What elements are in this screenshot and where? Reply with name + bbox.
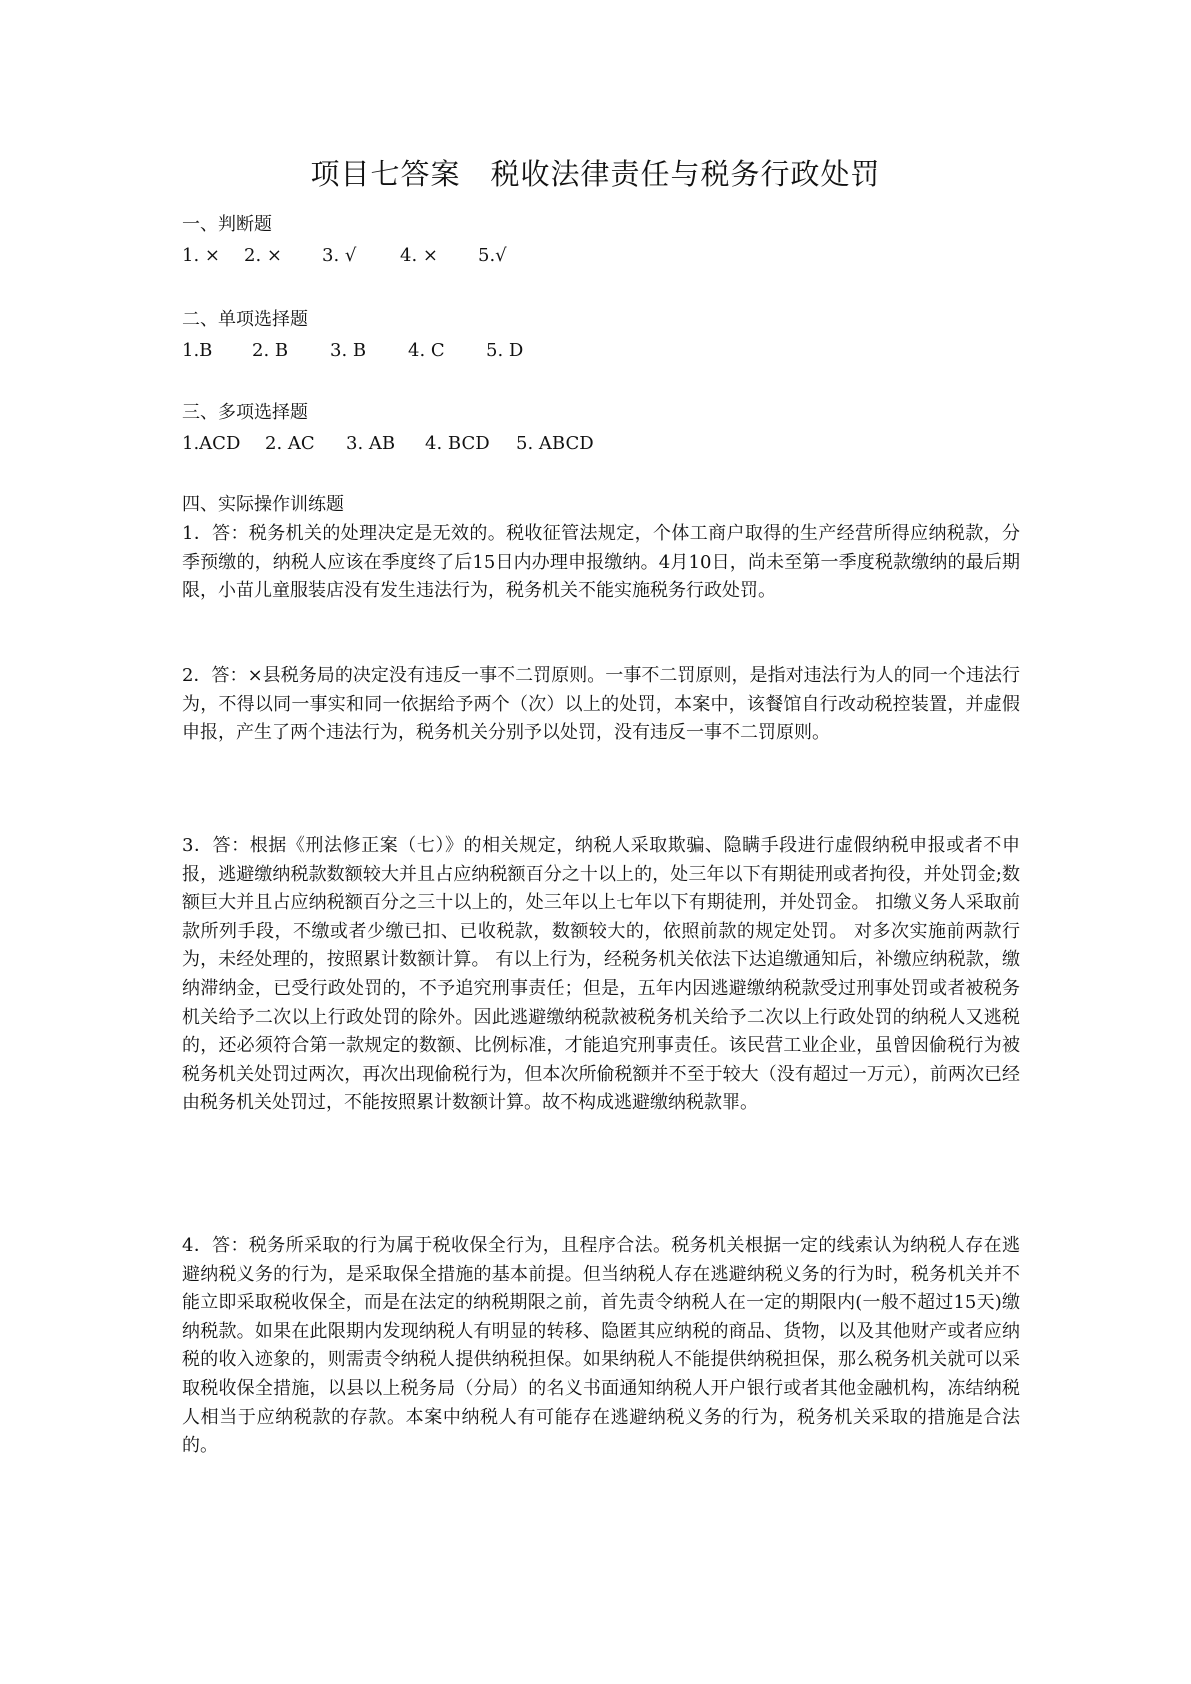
answer-paragraph-2: 2．答：×县税务局的决定没有违反一事不二罚原则。一事不二罚原则，是指对违法行为人的同一个违法行为，不得以同一事实和同一依据给予两个（次）以上的处罚，本案中，该餐馆自行改动税控装置，并虚假申报，产生了两个违法行为，税务机关分别予以处罚，没有违反一事不二罚原则。 [182,665,1020,744]
section-heading: 三、多项选择题 [182,402,308,423]
answer-item: 3. B [330,340,367,361]
answer-row [182,429,1020,459]
answer-item: 3. √ [322,245,357,266]
section-heading: 二、单项选择题 [182,309,308,330]
answer-item: 3. AB [346,433,396,454]
answer-item: 1.B [182,340,213,361]
section-practical [182,491,1020,606]
answer-row [182,241,1020,271]
section-practical-2 [182,662,1020,748]
section-multiple-choice [182,399,1020,459]
answer-item: 5.√ [478,245,507,266]
answer-item: 2. B [252,340,289,361]
section-single-choice [182,306,1020,366]
answer-item: 1.ACD [182,433,241,454]
section-practical-4 [182,1232,1020,1461]
answer-item: 5. D [486,340,524,361]
answer-row [182,336,1020,366]
answer-item: 5. ABCD [516,433,594,454]
answer-item: 2. AC [265,433,315,454]
section-practical-3 [182,832,1020,1118]
page-title: 项目七答案 税收法律责任与税务行政处罚 [310,157,881,191]
section-heading: 四、实际操作训练题 [182,494,344,515]
answer-paragraph-4: 4．答：税务所采取的行为属于税收保全行为，且程序合法。税务机关根据一定的线索认为纳税人存在逃避纳税义务的行为，是采取保全措施的基本前提。但当纳税人存在逃避纳税义务的行为时，税务机关并不能立即采取税收保全，而是在法定的纳税期限之前，首先责令纳税人在一定的期限内(一般不超过15天)缴纳税款。如果在此限期内发现纳税人有明显的转移、隐匿其应纳税的商品、货物，以及其他财产或者应纳税的收入迹象的，则需责令纳税人提供纳税担保。如果纳税人不能提供纳税担保，那么税务机关就可以采取税收保全措施，以县以上税务局（分局）的名义书面通知纳税人开户银行或者其他金融机构，冻结纳税人相当于应纳税款的存款。本案中纳税人有可能存在逃避纳税义务的行为，税务机关采取的措施是合法的。 [182,1235,1020,1457]
answer-item: 4. C [408,340,445,361]
answer-item: 1. × [182,245,220,266]
section-true-false [182,211,1020,271]
answer-paragraph-1: 1．答：税务机关的处理决定是无效的。税收征管法规定，个体工商户取得的生产经营所得应纳税款，分季预缴的，纳税人应该在季度终了后15日内办理申报缴纳。4月10日，尚未至第一季度税款缴纳的最后期限，小苗儿童服装店没有发生违法行为，税务机关不能实施税务行政处罚。 [182,523,1020,602]
section-heading: 一、判断题 [182,214,272,235]
answer-item: 2. × [244,245,282,266]
answer-paragraph-3: 3．答：根据《刑法修正案（七）》的相关规定，纳税人采取欺骗、隐瞒手段进行虚假纳税申报或者不申报，逃避缴纳税款数额较大并且占应纳税额百分之十以上的，处三年以下有期徒刑或者拘役，并处罚金;数额巨大并且占应纳税额百分之三十以上的，处三年以上七年以下有期徒刑，并处罚金。 扣缴义务人采取前款所列手段，不缴或者少缴已扣、已收税款，数额较大的，依照前款的规定处罚。 对多次实施前两款行为，未经处理的，按照累计数额计算。 有以上行为，经税务机关依法下达追缴通知后，补缴应纳税款，缴纳滞纳金，已受行政处罚的，不予追究刑事责任；但是，五年内因逃避缴纳税款受过刑事处罚或者被税务机关给予二次以上行政处罚的除外。因此逃避缴纳税款被税务机关给予二次以上行政处罚的纳税人又逃税的，还必须符合第一款规定的数额、比例标准，才能追究刑事责任。该民营工业企业，虽曾因偷税行为被税务机关处罚过两次，再次出现偷税行为，但本次所偷税额并不至于较大（没有超过一万元），前两次已经由税务机关处罚过，不能按照累计数额计算。故不构成逃避缴纳税款罪。 [182,835,1020,1114]
answer-item: 4. BCD [425,433,490,454]
answer-item: 4. × [400,245,438,266]
